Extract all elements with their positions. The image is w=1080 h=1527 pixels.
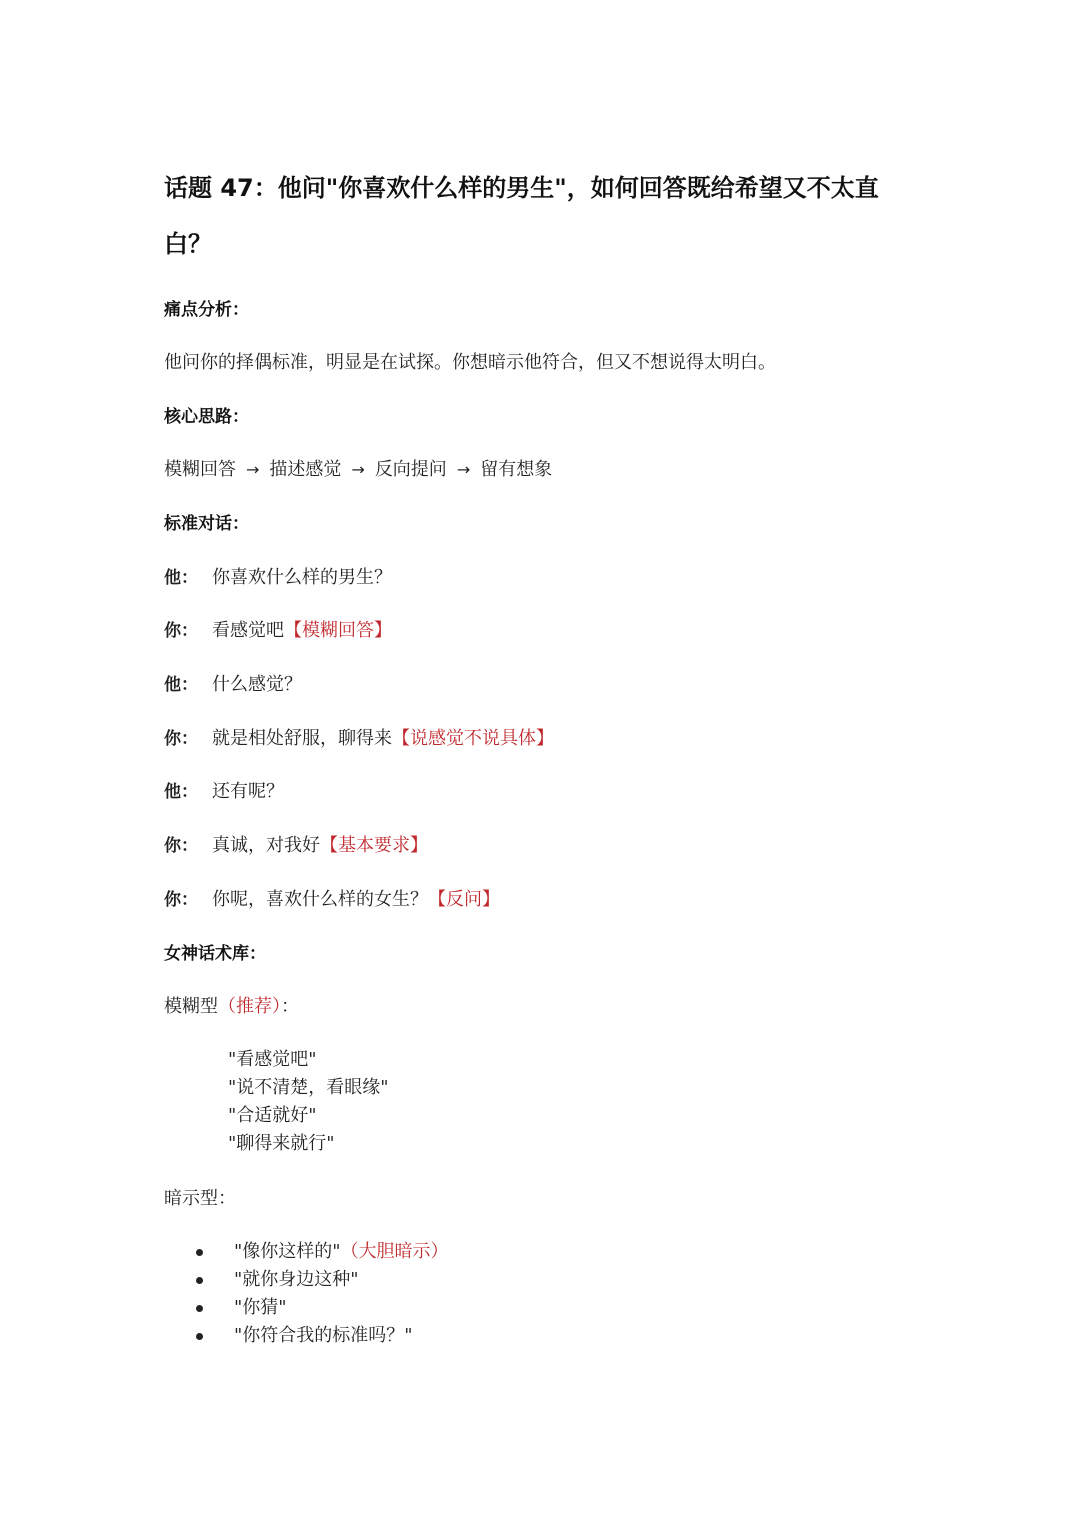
phrase-text: "你猜" xyxy=(234,1297,287,1318)
dialogue-text: 看感觉吧 xyxy=(212,620,284,641)
list-item xyxy=(190,1238,449,1266)
list-item xyxy=(190,1294,449,1322)
dialogue-line xyxy=(164,834,428,858)
dialogue-text: 什么感觉？ xyxy=(212,674,302,695)
dialogue-text: 你喜欢什么样的男生？ xyxy=(212,567,392,588)
dialogue-line xyxy=(164,888,500,912)
arrow-icon: → xyxy=(351,460,365,479)
pain-text: 他问你的择偶标准，明显是在试探。你想暗示他符合，但又不想说得太明白。 xyxy=(164,352,776,373)
dialogue-text: 你呢，喜欢什么样的女生？ xyxy=(212,889,428,910)
arrow-icon: → xyxy=(246,460,260,479)
speaker-label: 你： xyxy=(164,621,198,641)
dialogue-note: 【反问】 xyxy=(428,889,500,910)
core-heading: 核心思路： xyxy=(164,407,249,427)
core-steps xyxy=(164,458,552,482)
speaker-label: 你： xyxy=(164,836,198,856)
hint-type-label: 暗示型： xyxy=(164,1188,236,1209)
phrase-text: "就你身边这种" xyxy=(234,1269,359,1290)
dialogue-note: 【模糊回答】 xyxy=(284,620,392,641)
phrase-note: （大胆暗示） xyxy=(340,1241,449,1262)
recommended-tag: （推荐） xyxy=(218,996,281,1017)
dialogue-text: 真诚，对我好 xyxy=(212,835,320,856)
hint-phrase-list xyxy=(190,1238,449,1350)
core-step: 反向提问 xyxy=(374,459,447,480)
fuzzy-phrase-list xyxy=(228,1046,389,1158)
core-step: 描述感觉 xyxy=(269,459,342,480)
phrase-item: "聊得来就行" xyxy=(228,1133,335,1154)
dialogue-line xyxy=(164,619,392,643)
list-item xyxy=(190,1266,449,1294)
dialogue-text: 就是相处舒服，聊得来 xyxy=(212,728,392,749)
dialogue-line xyxy=(164,780,284,804)
fuzzy-label: 模糊型 xyxy=(164,996,218,1017)
speaker-label: 他： xyxy=(164,782,198,802)
core-step: 留有想象 xyxy=(480,459,553,480)
library-heading: 女神话术库： xyxy=(164,944,266,964)
dialogue-heading: 标准对话： xyxy=(164,514,249,534)
page-title: 话题 47：他问"你喜欢什么样的男生"，如何回答既给希望又不太直白？ xyxy=(164,174,879,258)
phrase-item: "合适就好" xyxy=(228,1105,317,1126)
dialogue-text: 还有呢？ xyxy=(212,781,284,802)
speaker-label: 他： xyxy=(164,675,198,695)
bullet-icon xyxy=(196,1305,203,1312)
list-item xyxy=(190,1322,449,1350)
arrow-icon: → xyxy=(456,460,471,479)
dialogue-note: 【基本要求】 xyxy=(320,835,428,856)
fuzzy-type-label xyxy=(164,995,299,1019)
phrase-text: "你符合我的标准吗？" xyxy=(234,1325,413,1346)
phrase-text: "像你这样的" xyxy=(234,1241,341,1262)
core-step: 模糊回答 xyxy=(164,459,236,480)
speaker-label: 你： xyxy=(164,890,198,910)
phrase-item: "看感觉吧" xyxy=(228,1049,317,1070)
dialogue-line xyxy=(164,566,392,590)
dialogue-line xyxy=(164,727,554,751)
pain-heading: 痛点分析： xyxy=(164,300,249,320)
bullet-icon xyxy=(196,1277,203,1284)
dialogue-note: 【说感觉不说具体】 xyxy=(392,728,554,749)
bullet-icon xyxy=(196,1333,203,1340)
speaker-label: 他： xyxy=(164,568,198,588)
bullet-icon xyxy=(196,1249,203,1256)
phrase-item: "说不清楚，看眼缘" xyxy=(228,1077,389,1098)
speaker-label: 你： xyxy=(164,729,198,749)
dialogue-line xyxy=(164,673,302,697)
label-colon: ： xyxy=(281,996,299,1017)
